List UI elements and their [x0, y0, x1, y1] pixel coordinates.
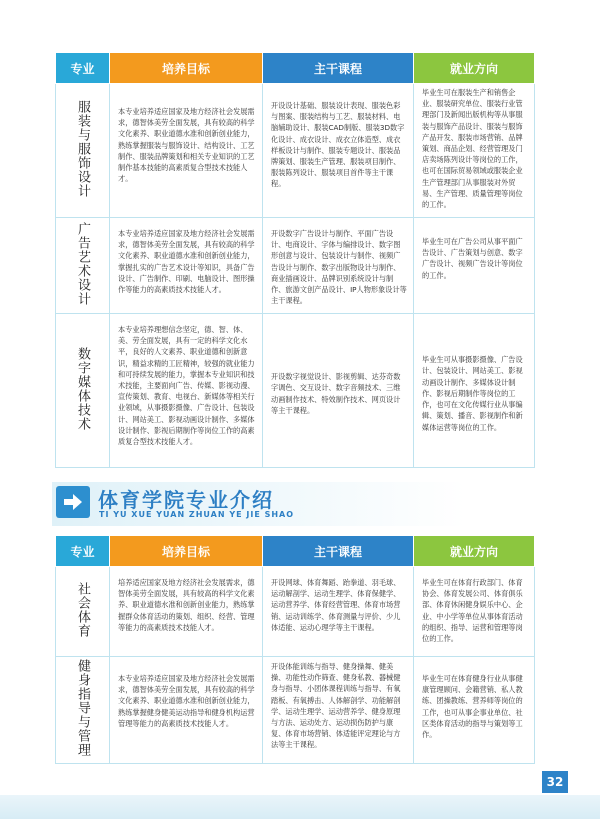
- header-goal: 培养目标: [110, 53, 263, 84]
- header-major: 专业: [56, 536, 110, 567]
- major-name-cell: [56, 314, 110, 468]
- header-career: 就业方向: [414, 536, 535, 567]
- courses-cell: 开设数字广告设计与制作、平面广告设计、电商设计、字体与编排设计、数字图形创意与设计、包装设计与制作、视频广告设计与制作、数字出版物设计与制作、商业插画设计、品牌识别系统设计与制作、旅游文创产品设计、IP人物形象设计等主干课程。: [263, 218, 414, 314]
- major-name-cell: [56, 657, 110, 764]
- major-name: 广告艺术设计: [75, 221, 90, 306]
- section-subtitle: TI YU XUE YUAN ZHUAN YE JIE SHAO: [99, 510, 295, 519]
- major-name: 服装与服饰设计: [75, 99, 90, 198]
- table-header-row: [56, 536, 535, 567]
- header-major: 专业: [56, 53, 110, 84]
- table-row: [56, 657, 535, 764]
- career-cell: 毕业生可在广告公司从事平面广告设计、广告策划与创意、数字广告设计、视频广告设计等岗位的工作。: [414, 218, 535, 314]
- table-row: [56, 314, 535, 468]
- major-name: 社会体育: [75, 581, 90, 638]
- header-courses: 主干课程: [263, 53, 414, 84]
- table-header-row: [56, 53, 535, 84]
- career-cell: 毕业生可在体育行政部门、体育协会、体育发展公司、体育俱乐部、体育休闲健身娱乐中心、企业、中小学等单位从事体育活动的组织、指导、运营和管理等岗位的工作。: [414, 567, 535, 657]
- majors-table-2: [55, 535, 535, 764]
- goal-cell: 本专业培养适应国家及地方经济社会发展需求，德智体美劳全面发展，具有较高的科学文化素养、职业道德水准和创新创业能力，熟练掌握健身健美运动指导和健身机构运营管理等能力的高素质技术技能人才。: [110, 657, 263, 764]
- major-name-cell: [56, 84, 110, 218]
- arrow-right-icon: [56, 486, 90, 518]
- table-row: [56, 567, 535, 657]
- section-title: 体育学院专业介绍: [98, 488, 274, 512]
- major-name-cell: [56, 567, 110, 657]
- goal-cell: 本专业培养适应国家及地方经济社会发展需求，德智体美劳全面发展，具有较高的科学文化素养、职业道德水准和创新创业能力，熟练掌握服装与服饰设计、结构设计、工艺制作、服装品牌策划和相关专业知识的工艺制作基本技能的高素质复合型技术技能人才。: [110, 84, 263, 218]
- major-name-cell: [56, 218, 110, 314]
- courses-cell: 开设网球、体育舞蹈、跆拳道、羽毛球、运动解剖学、运动生理学、体育保健学、运动营养学、体育经营管理、体育市场营销、运动训练学、体育测量与评价、少儿体适能、运动心理学等主干课程。: [263, 567, 414, 657]
- page-number: 32: [542, 771, 568, 793]
- goal-cell: 本专业培养适应国家及地方经济社会发展需求，德智体美劳全面发展，具有较高的科学文化素养、职业道德水准和创新创业能力，掌握扎实的广告艺术设计等知识，具备广告设计、广告制作、印刷、电脑设计、图形操作等能力的高素质技术技能人才。: [110, 218, 263, 314]
- majors-table-1: [55, 52, 535, 468]
- career-cell: 毕业生可在体育健身行业从事健康管理顾问、会籍营销、私人教练、团操教练、营养师等岗位的工作，也可从事企事业单位、社区类体育活动的指导与策划等工作。: [414, 657, 535, 764]
- courses-cell: 开设体能训练与指导、健身操舞、健美操、功能性动作筛查、健身私教、器械健身与指导、小团体课程训练与指导、有氧踏板、有氧搏击、人体解剖学、功能解剖学、运动生理学、运动营养学、健身原理与方法、运动处方、运动损伤防护与康复、体育市场营销、体适能评定理论与方法等主干课程。: [263, 657, 414, 764]
- section-banner: [52, 482, 538, 526]
- table-row: [56, 218, 535, 314]
- courses-cell: 开设设计基础、服装设计表现、服装色彩与图案、服装结构与工艺、服装材料、电脑辅助设计、服装CAD制版、服装3D数字化设计、成衣设计、成衣立体造型、成衣样板设计与制作、服装专题设计、服装品牌策划、服装生产管理、服装项目制作、服装陈列设计、服装项目首件等主干课程。: [263, 84, 414, 218]
- header-goal: 培养目标: [110, 536, 263, 567]
- major-name: 数字媒体技术: [75, 346, 90, 431]
- header-career: 就业方向: [414, 53, 535, 84]
- courses-cell: 开设数字视觉设计、影视剪辑、达芬奇数字调色、交互设计、数字音频技术、三维动画制作技术、特效制作技术、网页设计等主干课程。: [263, 314, 414, 468]
- major-name: 健身指导与管理: [75, 659, 90, 757]
- footer-band: [0, 795, 600, 819]
- header-courses: 主干课程: [263, 536, 414, 567]
- goal-cell: 本专业培养理想信念坚定，德、智、体、美、劳全面发展，具有一定的科学文化水平，良好的人文素养、职业道德和创新意识，精益求精的工匠精神，较强的就业能力和可持续发展的能力，掌握本专业知识和技术技能，主要面向广告、传媒、影视动漫、宣传策划、教育、电视台、新媒体等相关行业领域，从事摄影摄像、广告设计、包装设计、网站美工、影视动画设计制作、多媒体设计制作、影视后期制作等岗位工作的高素质复合型技术技能人才。: [110, 314, 263, 468]
- table-row: [56, 84, 535, 218]
- career-cell: 毕业生可在服装生产和销售企业、服装研究单位、服装行业管理部门及新闻出版机构等从事服装与服饰产品设计、服装与服饰产品开发、服装市场营销、品牌策划、商品企划、经营管理及门店卖场陈列设计等岗位的工作，也可在国际贸易领域或服装企业生产管理部门从事服装对外贸易、生产管理、质量管理等岗位的工作。: [414, 84, 535, 218]
- goal-cell: 培养适应国家及地方经济社会发展需求，德智体美劳全面发展，具有较高的科学文化素养、职业道德水准和创新创业能力，熟练掌握群众体育活动的策划、组织、经营、管理等能力的高素质技术技能人才。: [110, 567, 263, 657]
- career-cell: 毕业生可从事摄影摄像、广告设计、包装设计、网站美工、影视动画设计制作、多媒体设计制作、影视后期制作等岗位的工作，也可在文化传媒行业从事编辑、策划、播音、影视制作和新媒体运营等岗位的工作。: [414, 314, 535, 468]
